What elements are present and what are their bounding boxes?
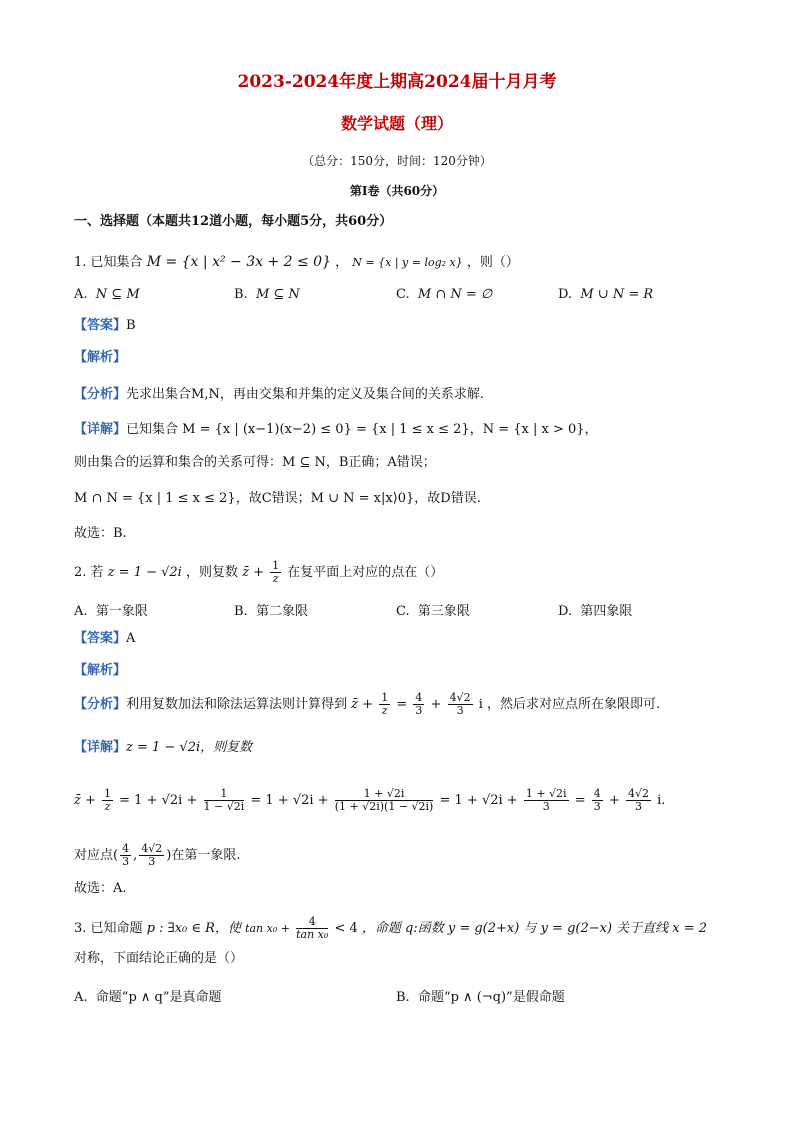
q3-option-a: A. 命题“p ∧ q”是真命题 (74, 990, 222, 1005)
exam-subtitle: 数学试题（理） (340, 114, 453, 133)
q3-stem-1: 3. 已知命题 p : ∃x₀ ∈ R，使 tan x₀ + $\frac{4}{\text{tan x₀}}$ < 4 ，命题 q:函数 y = g(2+x) 与 y = g(2−x) 关于直线 x = 2 (74, 915, 708, 941)
section-heading: 一、选择题（本题共12道小题，每小题5分，共60分） (74, 214, 393, 229)
q1-detail-2: 则由集合的运算和集合的关系可得：M ⊆ N，B正确；A错误； (74, 455, 436, 470)
q2-option-d: D. 第四象限 (558, 604, 633, 619)
q1-set-m: M = {x | x² − 3x + 2 ≤ 0} (146, 254, 331, 270)
q1-stem: 1. 已知集合 M = {x | x² − 3x + 2 ≤ 0} ， N = {x | y = log₂ x} ，则（） (74, 254, 519, 270)
q2-jiexi: 【解析】 (74, 663, 127, 678)
q2-calculation: z̄ + $\frac{1}{z}$ = 1 + √2i + $\frac{1}{1 - √2i}$ = 1 + √2i + $\frac{1 + √2i}{(1 + √2i)(1 - √2i)}$ = 1 + √2i + $\frac{1 + √2i}{3}$ = $\frac{4}{3}$ + $\frac{4√2}{3}$ i. (74, 787, 666, 813)
q3-stem-2: 对称，下面结论正确的是（） (74, 951, 244, 966)
q1-analysis: 【分析】先求出集合M,N，再由交集和并集的定义及集合间的关系求解. (74, 387, 484, 402)
q1-stem-suffix: ，则（） (466, 255, 519, 270)
q1-choose: 故选：B. (74, 526, 127, 541)
q1-detail-3: M ∩ N = {x | 1 ≤ x ≤ 2}，故C错误；M ∪ N = x|x⟩0}，故D错误. (74, 491, 481, 506)
q2-answer: 【答案】A (74, 631, 136, 646)
exam-title: 2023-2024年度上期高2024届十月月考 (237, 72, 557, 92)
q1-option-a: A. N ⊆ M (74, 287, 140, 302)
q2-z-def: z = 1 − √2i (107, 565, 182, 580)
q2-option-c: C. 第三象限 (396, 604, 470, 619)
exam-meta: （总分：150分，时间：120分钟） (302, 154, 492, 168)
q1-detail-1: 【详解】已知集合 M = {x | (x−1)(x−2) ≤ 0} = {x | 1 ≤ x ≤ 2}，N = {x | x > 0}， (74, 422, 598, 437)
q1-option-c: C. M ∩ N = ∅ (396, 287, 493, 302)
q2-stem: 2. 若 z = 1 − √2i ，则复数 z̄ + $\frac{1}{z}$ 在复平面上对应的点在（） (74, 559, 444, 585)
q2-option-a: A. 第一象限 (74, 604, 148, 619)
q1-set-n: N = {x | y = log₂ x} (352, 256, 463, 269)
q2-detail-1: 【详解】z = 1 − √2i，则复数 (74, 740, 253, 755)
q1-option-b: B. M ⊆ N (234, 287, 300, 302)
q1-option-d: D. M ∪ N = R (558, 287, 654, 302)
q2-choose: 故选：A. (74, 881, 127, 896)
q1-jiexi: 【解析】 (74, 350, 127, 365)
q1-stem-prefix: 1. 已知集合 (74, 255, 143, 270)
q2-analysis: 【分析】利用复数加法和除法运算法则计算得到 z̄ + $\frac{1}{z}$ = $\frac{4}{3}$ + $\frac{4√2}{3}$ i ，然后求对应点所在象限即可. (74, 691, 661, 717)
part-heading: 第Ⅰ卷（共60分） (349, 184, 445, 198)
q1-answer: 【答案】B (74, 318, 136, 333)
q3-option-b: B. 命题“p ∧ (¬q)”是假命题 (396, 990, 565, 1005)
q2-point: 对应点( $\frac{4}{3}$ , $\frac{4√2}{3}$ )在第一象限. (74, 842, 241, 868)
q2-option-b: B. 第二象限 (234, 604, 308, 619)
